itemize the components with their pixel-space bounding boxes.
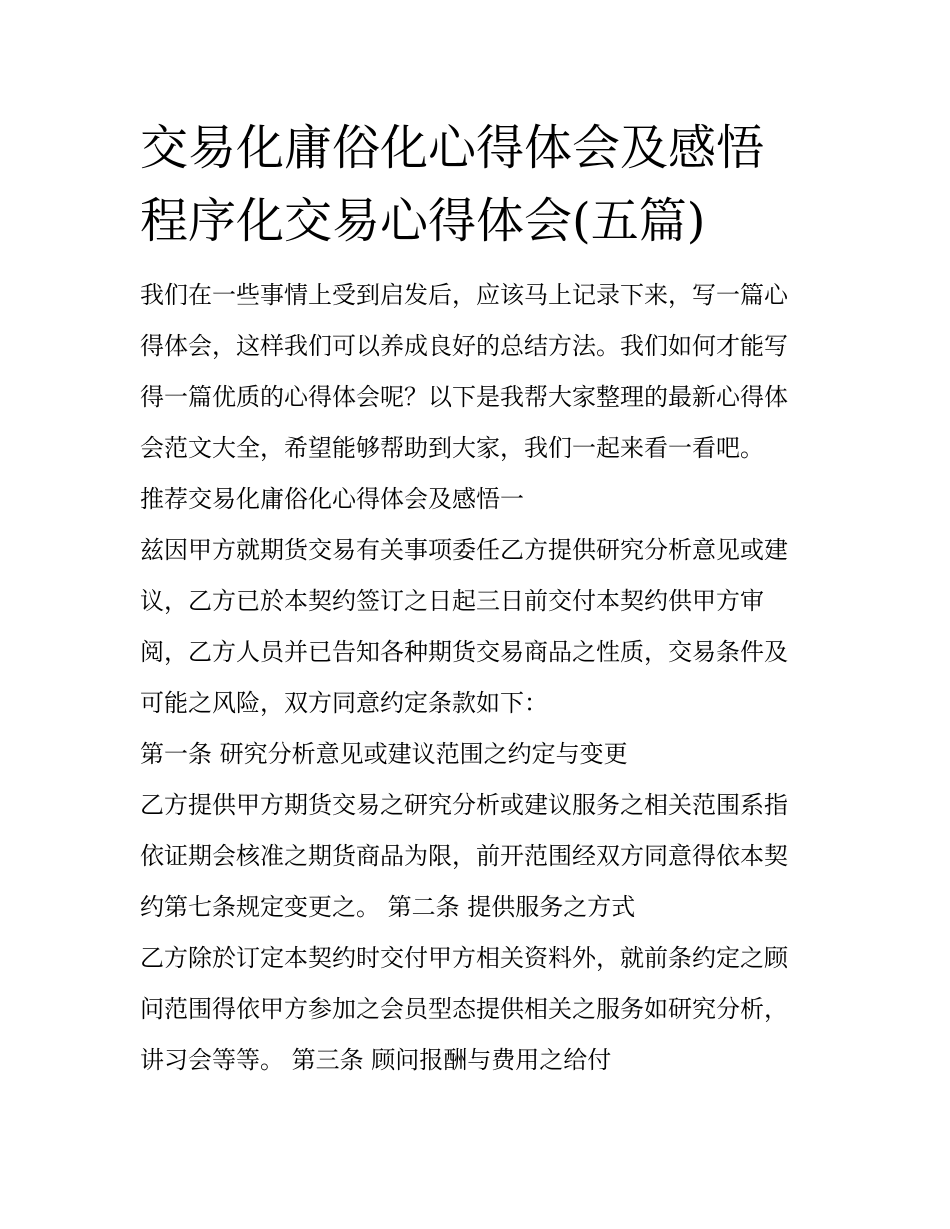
text-line: 推荐交易化庸俗化心得体会及感悟一	[140, 485, 524, 513]
text-line: 兹因甲方就期货交易有关事项委任乙方提供研究分析意见或建	[140, 536, 788, 564]
title-line: 交易化庸俗化心得体会及感悟	[140, 120, 765, 176]
intro-paragraph	[140, 270, 816, 474]
text-line: 我们在一些事情上受到启发后，应该马上记录下来，写一篇心	[140, 281, 788, 309]
text-line: 可能之风险，双方同意约定条款如下：	[140, 689, 548, 717]
text-line: 问范围得依甲方参加之会员型态提供相关之服务如研究分析，	[140, 995, 788, 1023]
text-line: 第一条 研究分析意见或建议范围之约定与变更	[140, 740, 628, 768]
document-content	[140, 112, 816, 1086]
article-paragraph	[140, 780, 816, 933]
section-heading	[140, 474, 816, 525]
document-title	[140, 112, 816, 258]
article-heading	[140, 729, 816, 780]
text-line: 依证期会核准之期货商品为限，前开范围经双方同意得依本契	[140, 842, 788, 870]
text-line: 约第七条规定变更之。 第二条 提供服务之方式	[140, 893, 636, 921]
contract-preamble-paragraph	[140, 525, 816, 729]
document-body	[140, 270, 816, 1086]
text-line: 得体会，这样我们可以养成良好的总结方法。我们如何才能写	[140, 332, 788, 360]
text-line: 乙方提供甲方期货交易之研究分析或建议服务之相关范围系指	[140, 791, 788, 819]
title-line: 程序化交易心得体会(五篇)	[140, 193, 706, 249]
text-line: 讲习会等等。 第三条 顾问报酬与费用之给付	[140, 1046, 612, 1074]
text-line: 乙方除於订定本契约时交付甲方相关资料外，就前条约定之顾	[140, 944, 788, 972]
article-paragraph	[140, 933, 816, 1086]
text-line: 议，乙方已於本契约签订之日起三日前交付本契约供甲方审	[140, 587, 764, 615]
text-line: 阅，乙方人员并已告知各种期货交易商品之性质，交易条件及	[140, 638, 788, 666]
text-line: 得一篇优质的心得体会呢？以下是我帮大家整理的最新心得体	[140, 383, 788, 411]
text-line: 会范文大全，希望能够帮助到大家，我们一起来看一看吧。	[140, 434, 764, 462]
